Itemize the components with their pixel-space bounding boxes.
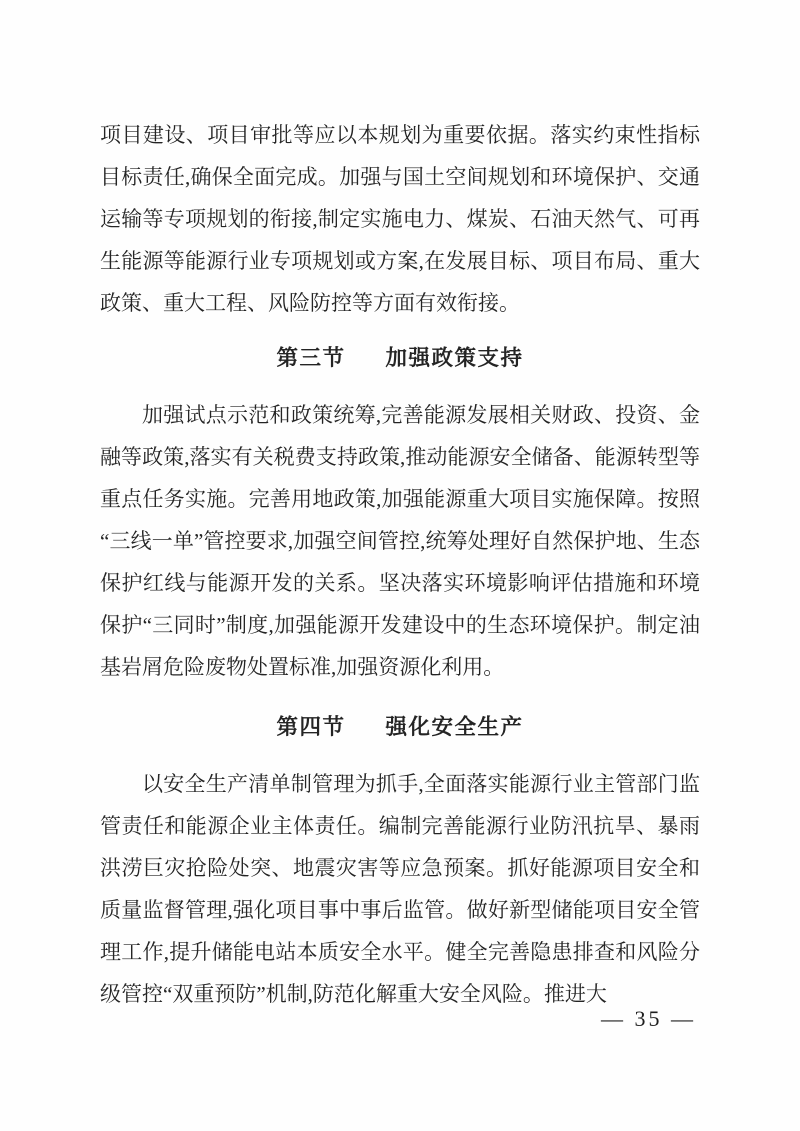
page-content xyxy=(100,0,700,1015)
section-3-number: 第三节 xyxy=(276,346,346,370)
section-3-heading xyxy=(100,337,700,379)
section-4-paragraph: 以安全生产清单制管理为抓手,全面落实能源行业主管部门监管责任和能源企业主体责任。编制完善能源行业防汛抗旱、暴雨洪涝巨灾抢险处突、地震灾害等应急预案。抓好能源项目安全和质量监督管理,强化项目事中事后监管。做好新型储能项目安全管理工作,提升储能电站本质安全水平。健全完善隐患排查和风险分级管控“双重预防”机制,防范化解重大安全风险。推进大 xyxy=(100,772,700,1006)
section-4-title: 强化安全生产 xyxy=(385,715,524,739)
section-3-title: 加强政策支持 xyxy=(385,346,524,370)
page-number: — 35 — xyxy=(601,1006,696,1031)
section-4-heading xyxy=(100,706,700,748)
section-4-number: 第四节 xyxy=(276,715,346,739)
section-3-paragraph: 加强试点示范和政策统筹,完善能源发展相关财政、投资、金融等政策,落实有关税费支持政策,推动能源安全储备、能源转型等重点任务实施。完善用地政策,加强能源重大项目实施保障。按照“三线一单”管控要求,加强空间管控,统筹处理好自然保护地、生态保护红线与能源开发的关系。坚决落实环境影响评估措施和环境保护“三同时”制度,加强能源开发建设中的生态环境保护。制定油基岩屑危险废物处置标准,加强资源化利用。 xyxy=(100,403,700,679)
paragraph-continued: 项目建设、项目审批等应以本规划为重要依据。落实约束性指标目标责任,确保全面完成。加强与国土空间规划和环境保护、交通运输等专项规划的衔接,制定实施电力、煤炭、石油天然气、可再生能源等能源行业专项规划或方案,在发展目标、项目布局、重大政策、重大工程、风险防控等方面有效衔接。 xyxy=(100,123,700,315)
